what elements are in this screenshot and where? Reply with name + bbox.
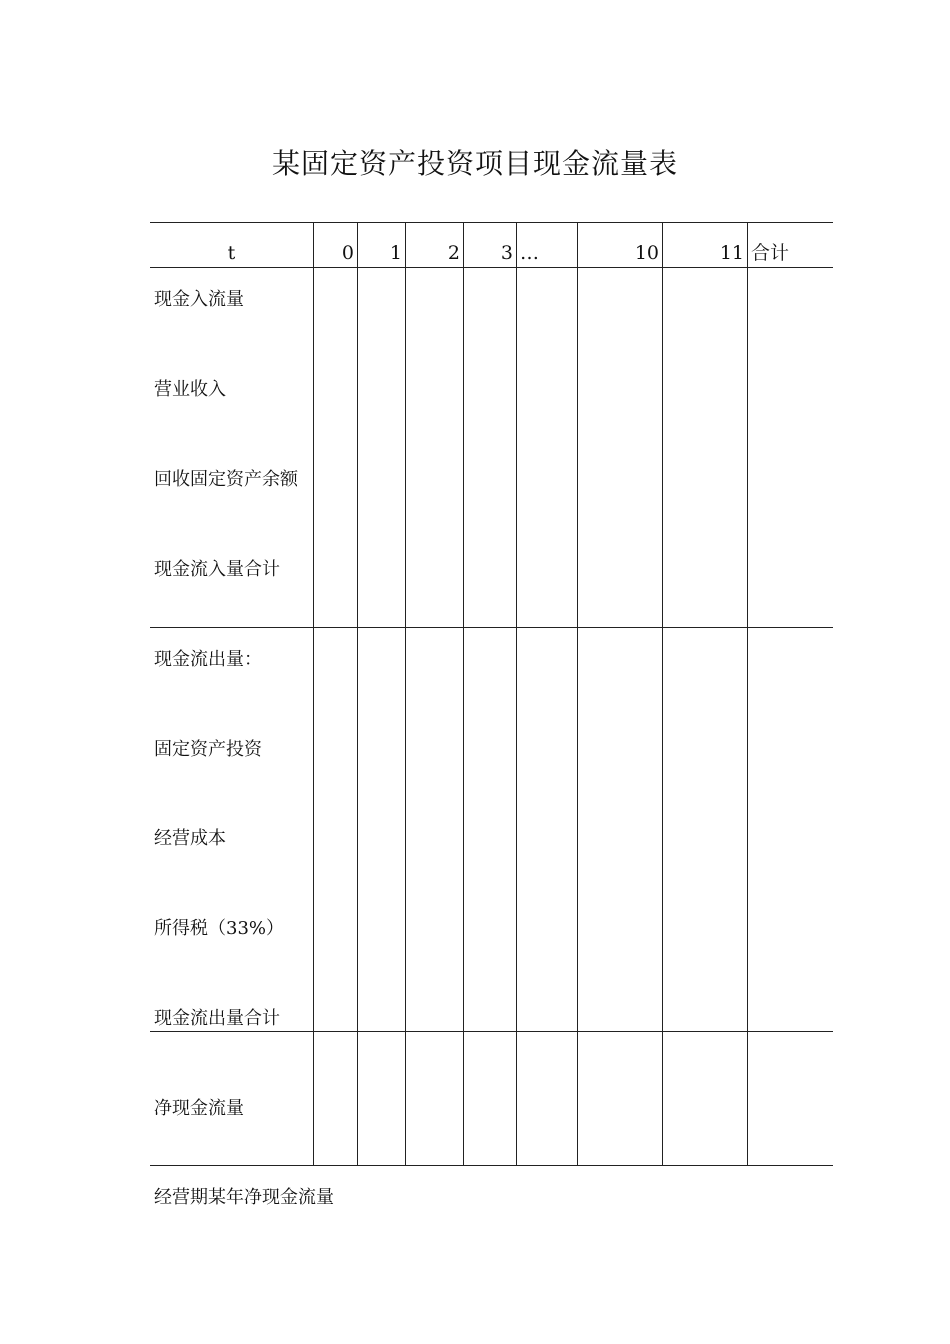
inflow-section-bottom-rule <box>150 627 833 628</box>
column-divider <box>577 222 578 1166</box>
header-col-ellipsis: … <box>520 242 539 264</box>
row-label-fixed-investment: 固定资产投资 <box>154 739 262 760</box>
column-divider <box>747 222 748 1166</box>
column-divider <box>662 222 663 1166</box>
column-divider <box>313 222 314 1166</box>
column-divider <box>463 222 464 1166</box>
header-t: t <box>227 242 236 264</box>
outflow-section-bottom-rule <box>150 1031 833 1032</box>
row-label-salvage: 回收固定资产余额 <box>154 469 298 490</box>
header-col-0: 0 <box>341 242 354 264</box>
table-bottom-rule <box>150 1165 833 1166</box>
row-label-income-tax: 所得税（33%） <box>154 918 285 939</box>
header-total: 合计 <box>751 242 790 264</box>
column-divider <box>357 222 358 1166</box>
header-col-11: 11 <box>719 242 744 264</box>
page-title: 某固定资产投资项目现金流量表 <box>271 147 678 180</box>
row-label-inflow-title: 现金入流量 <box>154 289 244 310</box>
header-col-2: 2 <box>447 242 460 264</box>
row-label-inflow-total: 现金流入量合计 <box>154 559 280 580</box>
column-divider <box>405 222 406 1166</box>
header-bottom-rule <box>150 267 833 268</box>
footer-note: 经营期某年净现金流量 <box>154 1187 334 1208</box>
row-label-outflow-total: 现金流出量合计 <box>154 1008 280 1029</box>
row-label-revenue: 营业收入 <box>154 379 226 400</box>
row-label-net-cash-flow: 净现金流量 <box>154 1098 244 1119</box>
row-label-operating-cost: 经营成本 <box>154 828 226 849</box>
row-label-outflow-title: 现金流出量： <box>154 649 262 670</box>
header-col-3: 3 <box>500 242 513 264</box>
table-top-rule <box>150 222 833 223</box>
column-divider <box>516 222 517 1166</box>
header-col-1: 1 <box>389 242 402 264</box>
header-col-10: 10 <box>634 242 659 264</box>
